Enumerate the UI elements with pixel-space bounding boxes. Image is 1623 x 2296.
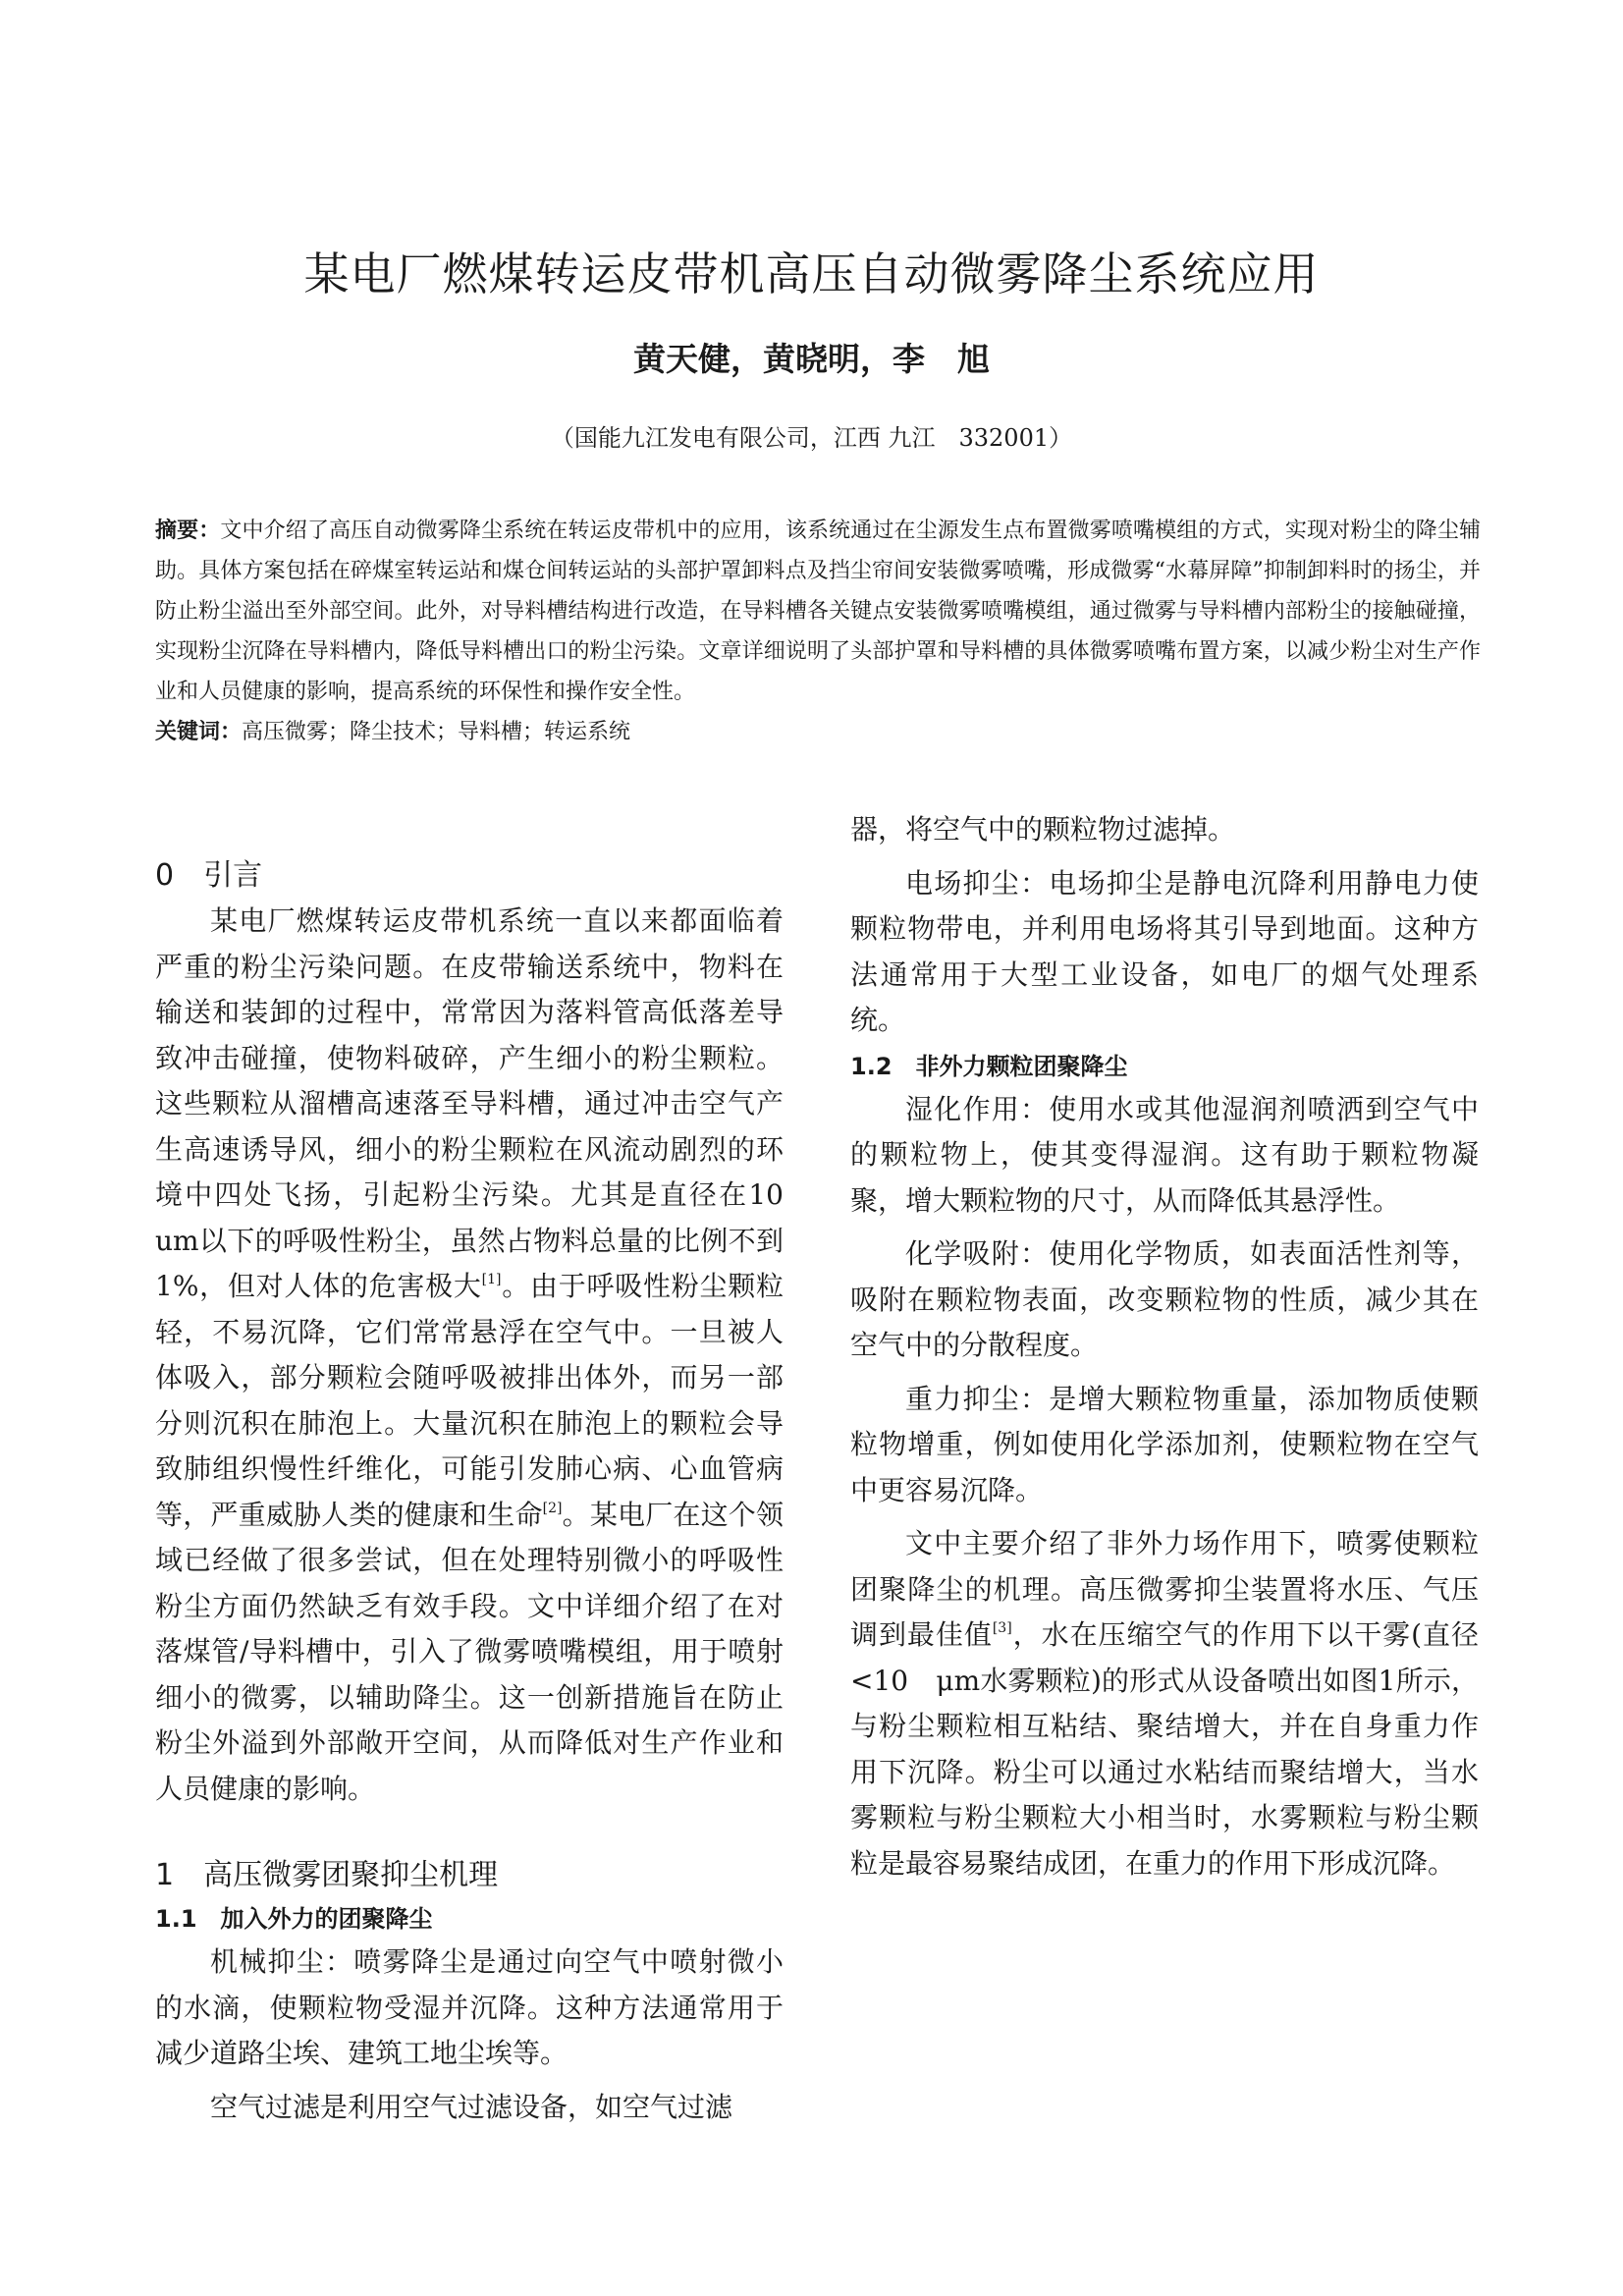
citation-3: [3]: [992, 1620, 1012, 1636]
section-heading-intro: 0 引言: [155, 858, 263, 893]
humidification-paragraph: 湿化作用：使用水或其他湿润剂喷洒到空气中的颗粒物上，使其变得湿润。这有助于颗粒物凝聚，增大颗粒物的尺寸，从而降低其悬浮性。: [850, 1092, 1479, 1217]
abstract-block: [155, 511, 1481, 752]
section-heading-mechanism: 1 高压微雾团聚抑尘机理: [155, 1858, 499, 1892]
intro-paragraph: [155, 899, 784, 1812]
keywords-paragraph: [155, 712, 1481, 752]
main-text-a: 文中主要介绍了非外力场作用下，喷雾使颗粒团聚降尘的机理。高压微雾抑尘装置将水压、气压调到最佳值: [850, 1527, 1479, 1651]
subsection-heading-non-external-force: 1.2 非外力颗粒团聚降尘: [850, 1052, 1128, 1080]
citation-2: [2]: [542, 1500, 563, 1516]
citation-1: [1]: [481, 1272, 502, 1287]
chemical-adsorption-paragraph: 化学吸附：使用化学物质，如表面活性剂等，吸附在颗粒物表面，改变颗粒物的性质，减少其在空气中的分散程度。: [850, 1237, 1479, 1361]
intro-text-b: 。由于呼吸性粉尘颗粒轻，不易沉降，它们常常悬浮在空气中。一旦被人体吸入，部分颗粒会随呼吸被排出体外，而另一部分则沉积在肺泡上。大量沉积在肺泡上的颗粒会导致肺组织慢性纤维化，可能引发肺心病、心血管病等，严重威胁人类的健康和生命: [155, 1270, 784, 1531]
main-mechanism-paragraph: [850, 1521, 1479, 1886]
keywords-label: 关键词：: [155, 720, 243, 744]
abstract-label: 摘要：: [155, 519, 221, 543]
main-text-b: ，水在压缩空气的作用下以干雾(直径<10 μm水雾颗粒)的形式从设备喷出如图1所示，与粉尘颗粒相互粘结、聚结增大，并在自身重力作用下沉降。粉尘可以通过水粘结而聚结增大，当水雾颗粒与粉尘颗粒大小相当时，水雾颗粒与粉尘颗粒是最容易聚结成团，在重力的作用下形成沉降。: [850, 1618, 1479, 1880]
left-column: [155, 853, 784, 2130]
abstract-paragraph: [155, 511, 1481, 712]
keywords-text: 高压微雾；降尘技术；导料槽；转运系统: [242, 720, 631, 744]
subsection-heading-external-force: 1.1 加入外力的团聚降尘: [155, 1905, 433, 1933]
abstract-text: 文中介绍了高压自动微雾降尘系统在转运皮带机中的应用，该系统通过在尘源发生点布置微雾喷嘴模组的方式，实现对粉尘的降尘辅助。具体方案包括在碎煤室转运站和煤仓间转运站的头部护罩卸料点及挡尘帘间安装微雾喷嘴，形成微雾“水幕屏障”抑制卸料时的扬尘，并防止粉尘溢出至外部空间。此外，对导料槽结构进行改造，在导料槽各关键点安装微雾喷嘴模组，通过微雾与导料槽内部粉尘的接触碰撞，实现粉尘沉降在导料槽内，降低导料槽出口的粉尘污染。文章详细说明了头部护罩和导料槽的具体微雾喷嘴布置方案，以减少粉尘对生产作业和人员健康的影响，提高系统的环保性和操作安全性。: [155, 519, 1481, 704]
paper-title: 某电厂燃煤转运皮带机高压自动微雾降尘系统应用: [303, 247, 1320, 301]
right-column: [850, 807, 1479, 1886]
intro-text-a: 某电厂燃煤转运皮带机系统一直以来都面临着严重的粉尘污染问题。在皮带输送系统中，物料在输送和装卸的过程中，常常因为落料管高低落差导致冲击碰撞，使物料破碎，产生细小的粉尘颗粒。这些颗粒从溜槽高速落至导料槽，通过冲击空气产生高速诱导风，细小的粉尘颗粒在风流动剧烈的环境中四处飞扬，引起粉尘污染。尤其是直径在10 um以下的呼吸性粉尘，虽然占物料总量的比例不到1%，但对人体的危害极大: [155, 904, 784, 1302]
mechanical-suppression-paragraph: 机械抑尘：喷雾降尘是通过向空气中喷射微小的水滴，使颗粒物受湿并沉降。这种方法通常用于减少道路尘埃、建筑工地尘埃等。: [155, 1945, 784, 2069]
affiliation: （国能九江发电有限公司，江西 九江 332001）: [550, 424, 1073, 452]
electric-field-paragraph: 电场抑尘：电场抑尘是静电沉降利用静电力使颗粒物带电，并利用电场将其引导到地面。这种方法通常用于大型工业设备，如电厂的烟气处理系统。: [850, 866, 1479, 1036]
air-filtration-continued: 器，将空气中的颗粒物过滤掉。: [850, 813, 1236, 846]
intro-text-c: 。某电厂在这个领域已经做了很多尝试，但在处理特别微小的呼吸性粉尘方面仍然缺乏有效手段。文中详细介绍了在对落煤管/导料槽中，引入了微雾喷嘴模组，用于喷射细小的微雾，以辅助降尘。这一创新措施旨在防止粉尘外溢到外部敞开空间，从而降低对生产作业和人员健康的影响。: [155, 1498, 784, 1805]
gravity-suppression-paragraph: 重力抑尘：是增大颗粒物重量，添加物质使颗粒物增重，例如使用化学添加剂，使颗粒物在空气中更容易沉降。: [850, 1382, 1479, 1506]
author-list: 黄天健，黄晓明，李 旭: [633, 340, 990, 378]
air-filtration-paragraph: 空气过滤是利用空气过滤设备，如空气过滤: [210, 2090, 733, 2123]
